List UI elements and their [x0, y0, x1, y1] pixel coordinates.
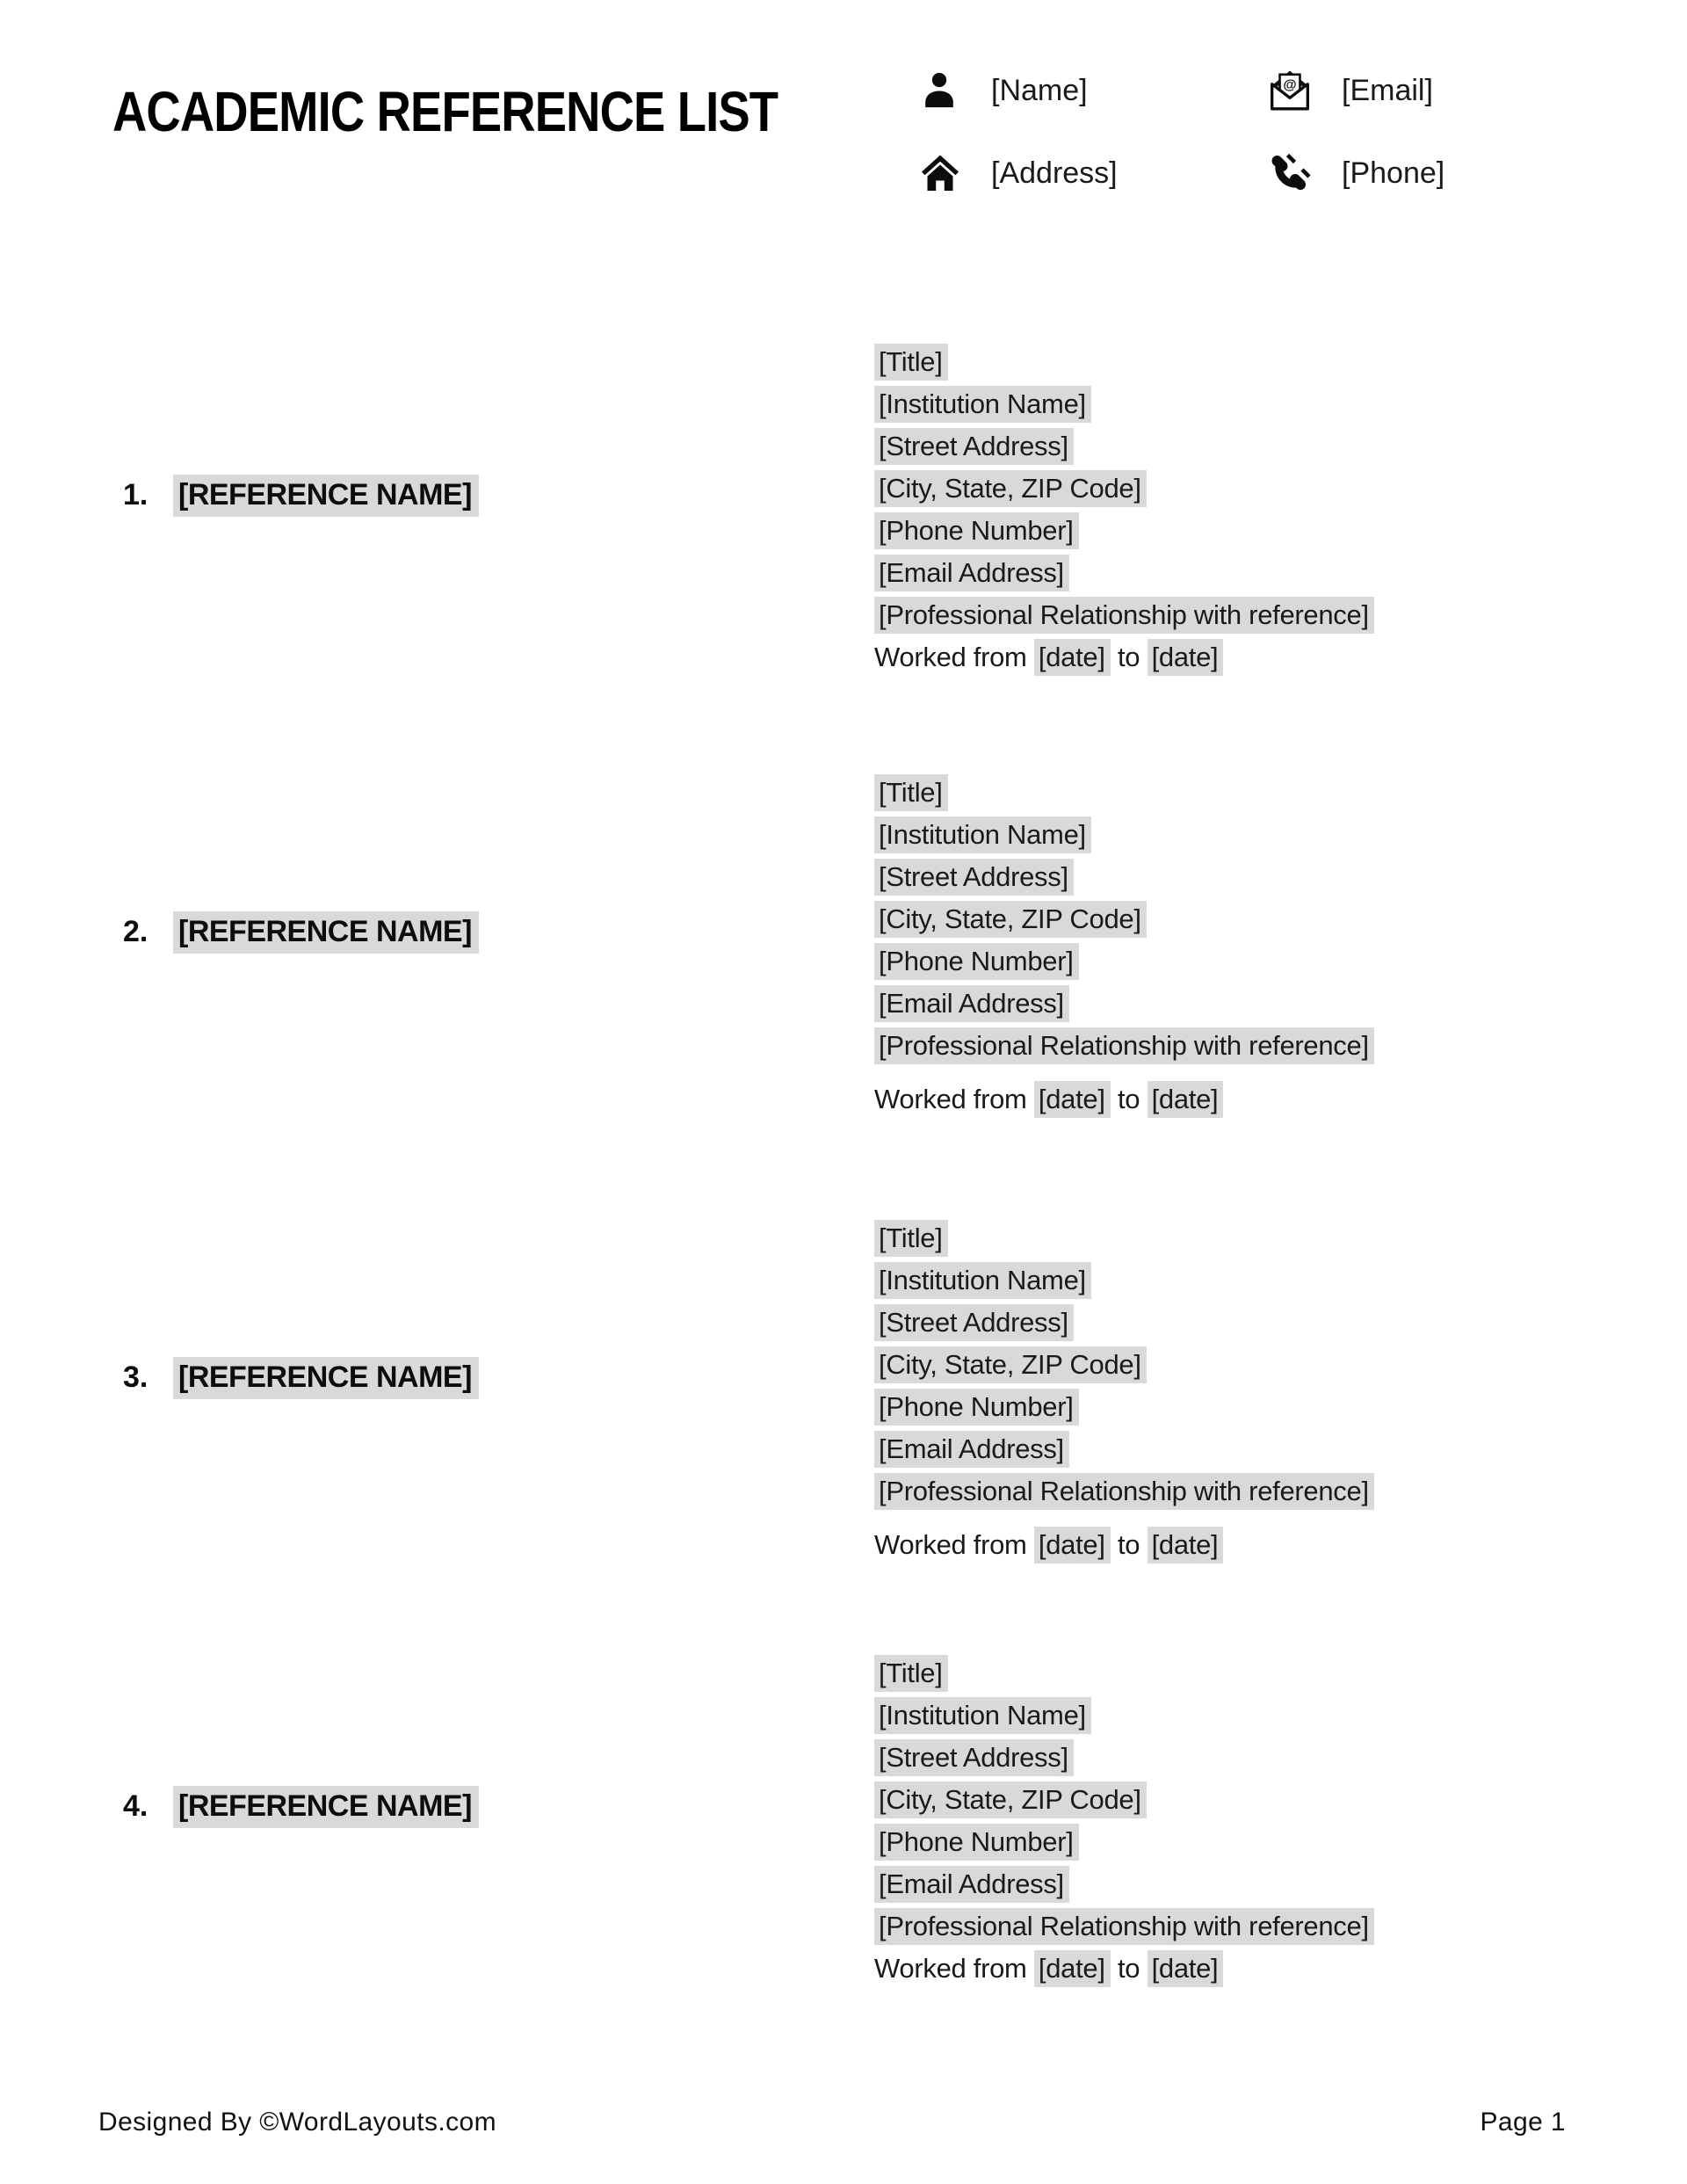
worked-conjunction-text: to	[1117, 1084, 1140, 1114]
field-line	[874, 1386, 1687, 1428]
placeholder-field[interactable]: [Phone Number]	[874, 943, 1079, 980]
worked-dates-line	[874, 1078, 1687, 1121]
field-line	[874, 898, 1687, 940]
field-line	[874, 1344, 1687, 1386]
placeholder-field[interactable]: [Institution Name]	[874, 1262, 1091, 1299]
footer-credit: Designed By ©WordLayouts.com	[98, 2108, 496, 2137]
placeholder-field[interactable]: [Professional Relationship with reference]	[874, 1908, 1374, 1945]
reference-number: 1.	[123, 478, 148, 512]
field-line	[874, 940, 1687, 983]
page-footer	[98, 2108, 1566, 2137]
field-line	[874, 1302, 1687, 1344]
field-line	[874, 1025, 1687, 1067]
field-line	[874, 1259, 1687, 1302]
date-to-field[interactable]: [date]	[1148, 639, 1224, 676]
placeholder-field[interactable]: [Email Address]	[874, 985, 1069, 1022]
field-line	[874, 983, 1687, 1025]
date-from-field[interactable]: [date]	[1034, 639, 1111, 676]
field-line	[874, 1779, 1687, 1821]
placeholder-field[interactable]: [Street Address]	[874, 859, 1074, 896]
field-line	[874, 856, 1687, 898]
placeholder-field[interactable]: [Email Address]	[874, 1866, 1069, 1903]
reference-details	[874, 1217, 1687, 1566]
worked-prefix-text: Worked from	[874, 642, 1027, 672]
person-icon	[919, 68, 963, 113]
email-icon	[1268, 68, 1314, 113]
date-to-field[interactable]: [date]	[1148, 1081, 1224, 1118]
worked-conjunction-text: to	[1117, 1529, 1140, 1560]
footer-page-number: Page 1	[1480, 2108, 1566, 2137]
placeholder-field[interactable]: [Professional Relationship with reference]	[874, 1473, 1374, 1510]
reference-details	[874, 1652, 1687, 1990]
reference-name-field[interactable]: [REFERENCE NAME]	[173, 475, 479, 517]
placeholder-field[interactable]: [Phone Number]	[874, 512, 1079, 549]
reference-heading	[123, 475, 874, 517]
reference-heading	[123, 911, 874, 954]
field-line	[874, 1694, 1687, 1737]
placeholder-field[interactable]: [City, State, ZIP Code]	[874, 901, 1147, 938]
worked-prefix-text: Worked from	[874, 1084, 1027, 1114]
svg-text:@: @	[1283, 77, 1297, 93]
contact-address-field[interactable]: [Address]	[991, 156, 1118, 190]
reference-heading	[123, 1357, 874, 1399]
field-line	[874, 1863, 1687, 1905]
date-to-field[interactable]: [date]	[1148, 1527, 1224, 1564]
field-line	[874, 1428, 1687, 1470]
placeholder-field[interactable]: [Street Address]	[874, 1739, 1074, 1776]
date-from-field[interactable]: [date]	[1034, 1527, 1111, 1564]
reference-name-field[interactable]: [REFERENCE NAME]	[173, 1786, 479, 1828]
worked-prefix-text: Worked from	[874, 1953, 1027, 1984]
contact-phone-field[interactable]: [Phone]	[1342, 156, 1445, 190]
field-line	[874, 510, 1687, 552]
field-line	[874, 1470, 1687, 1513]
field-line	[874, 1217, 1687, 1259]
contact-name-field[interactable]: [Name]	[991, 73, 1088, 107]
field-line	[874, 1652, 1687, 1694]
reference-details	[874, 341, 1687, 678]
field-line	[874, 1737, 1687, 1779]
reference-number: 2.	[123, 914, 148, 948]
field-line	[874, 594, 1687, 636]
field-line	[874, 1821, 1687, 1863]
placeholder-field[interactable]: [Street Address]	[874, 1304, 1074, 1341]
worked-dates-line	[874, 636, 1687, 678]
placeholder-field[interactable]: [Professional Relationship with reference]	[874, 597, 1374, 634]
placeholder-field[interactable]: [Title]	[874, 344, 948, 381]
date-from-field[interactable]: [date]	[1034, 1950, 1111, 1987]
worked-prefix-text: Worked from	[874, 1529, 1027, 1560]
placeholder-field[interactable]: [Email Address]	[874, 1431, 1069, 1468]
reference-entry	[0, 341, 1687, 678]
reference-name-field[interactable]: [REFERENCE NAME]	[173, 911, 479, 954]
field-line	[874, 1905, 1687, 1948]
reference-details	[874, 772, 1687, 1121]
field-line	[874, 552, 1687, 594]
contact-block	[919, 68, 1444, 196]
placeholder-field[interactable]: [Phone Number]	[874, 1824, 1079, 1861]
placeholder-field[interactable]: [Email Address]	[874, 555, 1069, 591]
worked-dates-line	[874, 1524, 1687, 1566]
placeholder-field[interactable]: [City, State, ZIP Code]	[874, 1781, 1147, 1818]
field-line	[874, 383, 1687, 425]
placeholder-field[interactable]: [Title]	[874, 1655, 948, 1692]
reference-number: 3.	[123, 1360, 148, 1394]
reference-entry	[0, 1217, 1687, 1566]
field-line	[874, 814, 1687, 856]
reference-number: 4.	[123, 1789, 148, 1823]
date-to-field[interactable]: [date]	[1148, 1950, 1224, 1987]
home-icon	[919, 150, 963, 196]
placeholder-field[interactable]: [City, State, ZIP Code]	[874, 470, 1147, 507]
placeholder-field[interactable]: [Institution Name]	[874, 816, 1091, 853]
placeholder-field[interactable]: [Institution Name]	[874, 386, 1091, 423]
placeholder-field[interactable]: [City, State, ZIP Code]	[874, 1346, 1147, 1383]
reference-name-field[interactable]: [REFERENCE NAME]	[173, 1357, 479, 1399]
worked-conjunction-text: to	[1117, 642, 1140, 672]
placeholder-field[interactable]: [Title]	[874, 774, 948, 811]
reference-entry	[0, 1652, 1687, 1990]
contact-email-field[interactable]: [Email]	[1342, 73, 1433, 107]
worked-conjunction-text: to	[1117, 1953, 1140, 1984]
field-line	[874, 425, 1687, 468]
worked-dates-line	[874, 1948, 1687, 1990]
placeholder-field[interactable]: [Street Address]	[874, 428, 1074, 465]
placeholder-field[interactable]: [Phone Number]	[874, 1389, 1079, 1426]
placeholder-field[interactable]: [Institution Name]	[874, 1697, 1091, 1734]
placeholder-field[interactable]: [Professional Relationship with reference]	[874, 1027, 1374, 1064]
date-from-field[interactable]: [date]	[1034, 1081, 1111, 1118]
reference-entry	[0, 772, 1687, 1121]
placeholder-field[interactable]: [Title]	[874, 1220, 948, 1257]
field-line	[874, 772, 1687, 814]
phone-icon	[1268, 150, 1314, 196]
field-line	[874, 341, 1687, 383]
field-line	[874, 468, 1687, 510]
page-title: ACADEMIC REFERENCE LIST	[112, 80, 778, 143]
reference-heading	[123, 1786, 874, 1828]
